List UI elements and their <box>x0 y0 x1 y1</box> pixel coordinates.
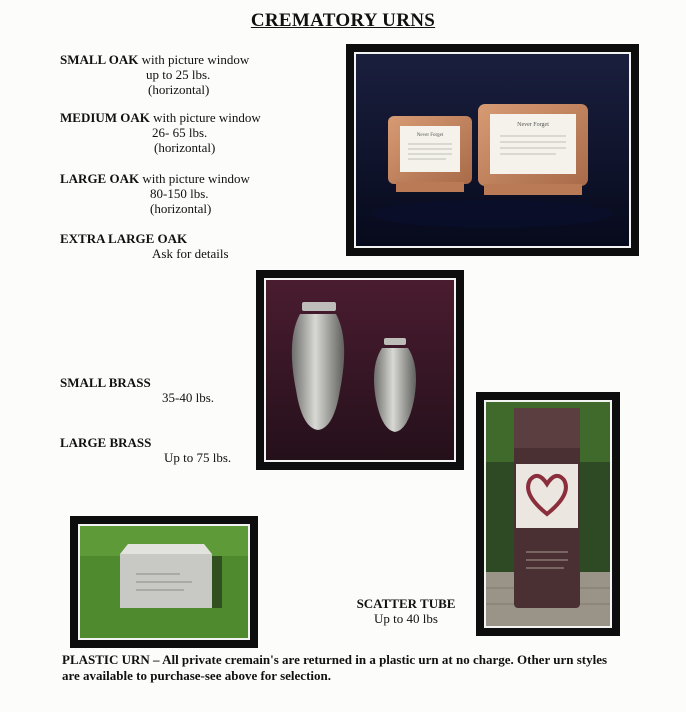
plastic-urn-text: All private cremain's are returned in a plastic urn at no charge. Other urn styles are available to purchase-see above for selection. <box>62 652 608 683</box>
large-oak-name: LARGE OAK <box>60 171 140 186</box>
large-plaque-text: Never Forget <box>517 122 549 128</box>
medium-oak-orientation: (horizontal) <box>154 140 216 155</box>
scatter-tube-photo <box>476 392 620 636</box>
brass-urns-photo <box>256 270 464 470</box>
plastic-urn-photo <box>70 516 258 648</box>
large-brass-weight: Up to 75 lbs. <box>164 450 232 465</box>
large-oak-desc: with picture window <box>142 171 250 186</box>
medium-oak-desc: with picture window <box>153 110 261 125</box>
extra-large-oak-name: EXTRA LARGE OAK <box>60 231 188 246</box>
small-oak-entry <box>60 52 249 97</box>
small-plaque-text: Never Forget <box>416 133 444 138</box>
small-oak-name: SMALL OAK <box>60 52 139 67</box>
small-oak-weight: up to 25 lbs. <box>146 67 211 82</box>
small-oak-orientation: (horizontal) <box>148 82 210 97</box>
large-brass-entry <box>60 435 231 465</box>
medium-oak-entry <box>60 110 261 155</box>
page-title: CREMATORY URNS <box>250 10 436 31</box>
scatter-tube-entry <box>350 596 462 626</box>
small-oak-desc: with picture window <box>141 52 250 67</box>
small-brass-weight: 35-40 lbs. <box>162 390 214 405</box>
small-brass-entry <box>60 375 214 405</box>
plastic-urn-note <box>62 652 622 684</box>
scatter-tube-name: SCATTER TUBE <box>356 596 456 611</box>
large-oak-orientation: (horizontal) <box>150 201 212 216</box>
small-brass-name: SMALL BRASS <box>60 375 151 390</box>
large-brass-name: LARGE BRASS <box>60 435 152 450</box>
large-oak-weight: 80-150 lbs. <box>150 186 209 201</box>
extra-large-oak-entry <box>60 231 229 261</box>
oak-urns-photo <box>346 44 639 256</box>
plastic-urn-lead: PLASTIC URN – <box>62 652 160 667</box>
medium-oak-weight: 26- 65 lbs. <box>152 125 208 140</box>
scatter-tube-weight: Up to 40 lbs <box>374 611 438 626</box>
medium-oak-name: MEDIUM OAK <box>60 110 150 125</box>
extra-large-oak-desc: Ask for details <box>152 246 229 261</box>
large-oak-entry <box>60 171 250 216</box>
